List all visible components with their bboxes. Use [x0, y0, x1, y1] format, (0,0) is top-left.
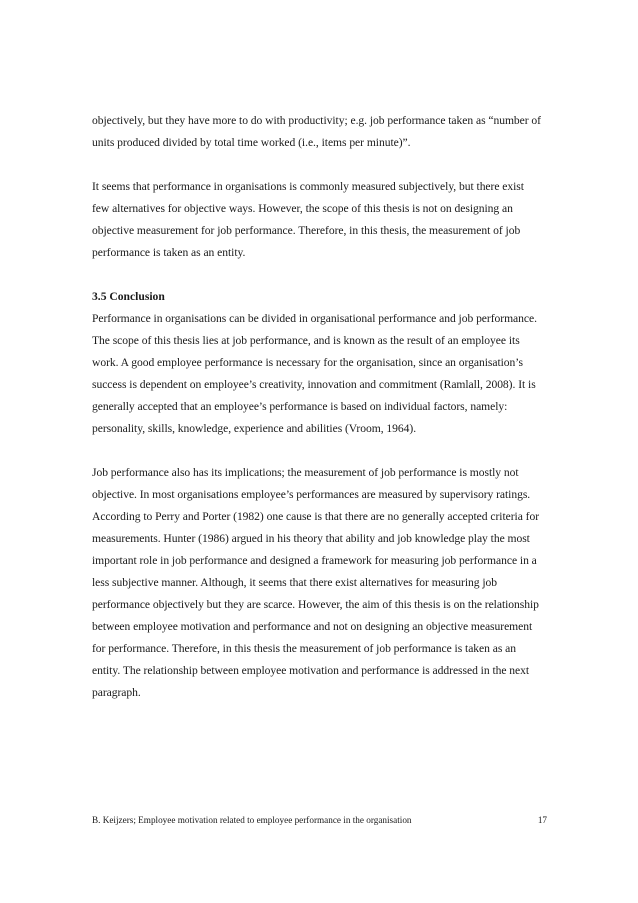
text-line: between employee motivation and performance and not on designing an objective measurement — [92, 620, 533, 633]
text-line: It seems that performance in organisations is commonly measured subjectively, but there exist — [92, 180, 524, 193]
section-heading: 3.5 Conclusion — [92, 290, 165, 303]
text-line: work. A good employee performance is necessary for the organisation, since an organisation’s — [92, 356, 523, 369]
text-line: few alternatives for objective ways. However, the scope of this thesis is not on designing an — [92, 202, 513, 215]
text-line: objectively, but they have more to do with productivity; e.g. job performance taken as “number of — [92, 114, 541, 127]
text-line: paragraph. — [92, 686, 141, 699]
page-body — [92, 110, 552, 704]
text-line: units produced divided by total time worked (i.e., items per minute)”. — [92, 136, 411, 149]
text-line: entity. The relationship between employee motivation and performance is addressed in the next — [92, 664, 530, 677]
paragraph-gap — [92, 440, 552, 462]
text-line: personality, skills, knowledge, experience and abilities (Vroom, 1964). — [92, 422, 417, 435]
text-line: for performance. Therefore, in this thesis the measurement of job performance is taken as an — [92, 642, 516, 655]
text-line: Performance in organisations can be divided in organisational performance and job performance. — [92, 312, 537, 325]
text-line: measurements. Hunter (1986) argued in his theory that ability and job knowledge play the most — [92, 532, 530, 545]
text-line: less subjective manner. Although, it seems that there exist alternatives for measuring job — [92, 576, 498, 589]
text-line: According to Perry and Porter (1982) one cause is that there are no generally accepted criteria for — [92, 510, 540, 523]
page-number: 17 — [537, 815, 547, 825]
paragraph-1 — [92, 110, 552, 154]
paragraph-4 — [92, 462, 552, 704]
footer-text: B. Keijzers; Employee motivation related to employee performance in the organisation — [92, 815, 412, 825]
text-line: performance is taken as an entity. — [92, 246, 246, 259]
text-line: Job performance also has its implications; the measurement of job performance is mostly not — [92, 466, 519, 479]
text-line: important role in job performance and designed a framework for measuring job performance in a — [92, 554, 537, 567]
paragraph-gap — [92, 154, 552, 176]
text-line: performance objectively but they are scarce. However, the aim of this thesis is on the relationship — [92, 598, 539, 611]
paragraph-3 — [92, 308, 552, 440]
paragraph-gap — [92, 264, 552, 286]
text-line: success is dependent on employee’s creativity, innovation and commitment (Ramlall, 2008). It is — [92, 378, 536, 391]
text-line: The scope of this thesis lies at job performance, and is known as the result of an employee its — [92, 334, 520, 347]
text-line: objective measurement for job performance. Therefore, in this thesis, the measurement of job — [92, 224, 521, 237]
text-line: generally accepted that an employee’s performance is based on individual factors, namely: — [92, 400, 508, 413]
paragraph-2 — [92, 176, 552, 264]
text-line: objective. In most organisations employee’s performances are measured by supervisory ratings. — [92, 488, 531, 501]
